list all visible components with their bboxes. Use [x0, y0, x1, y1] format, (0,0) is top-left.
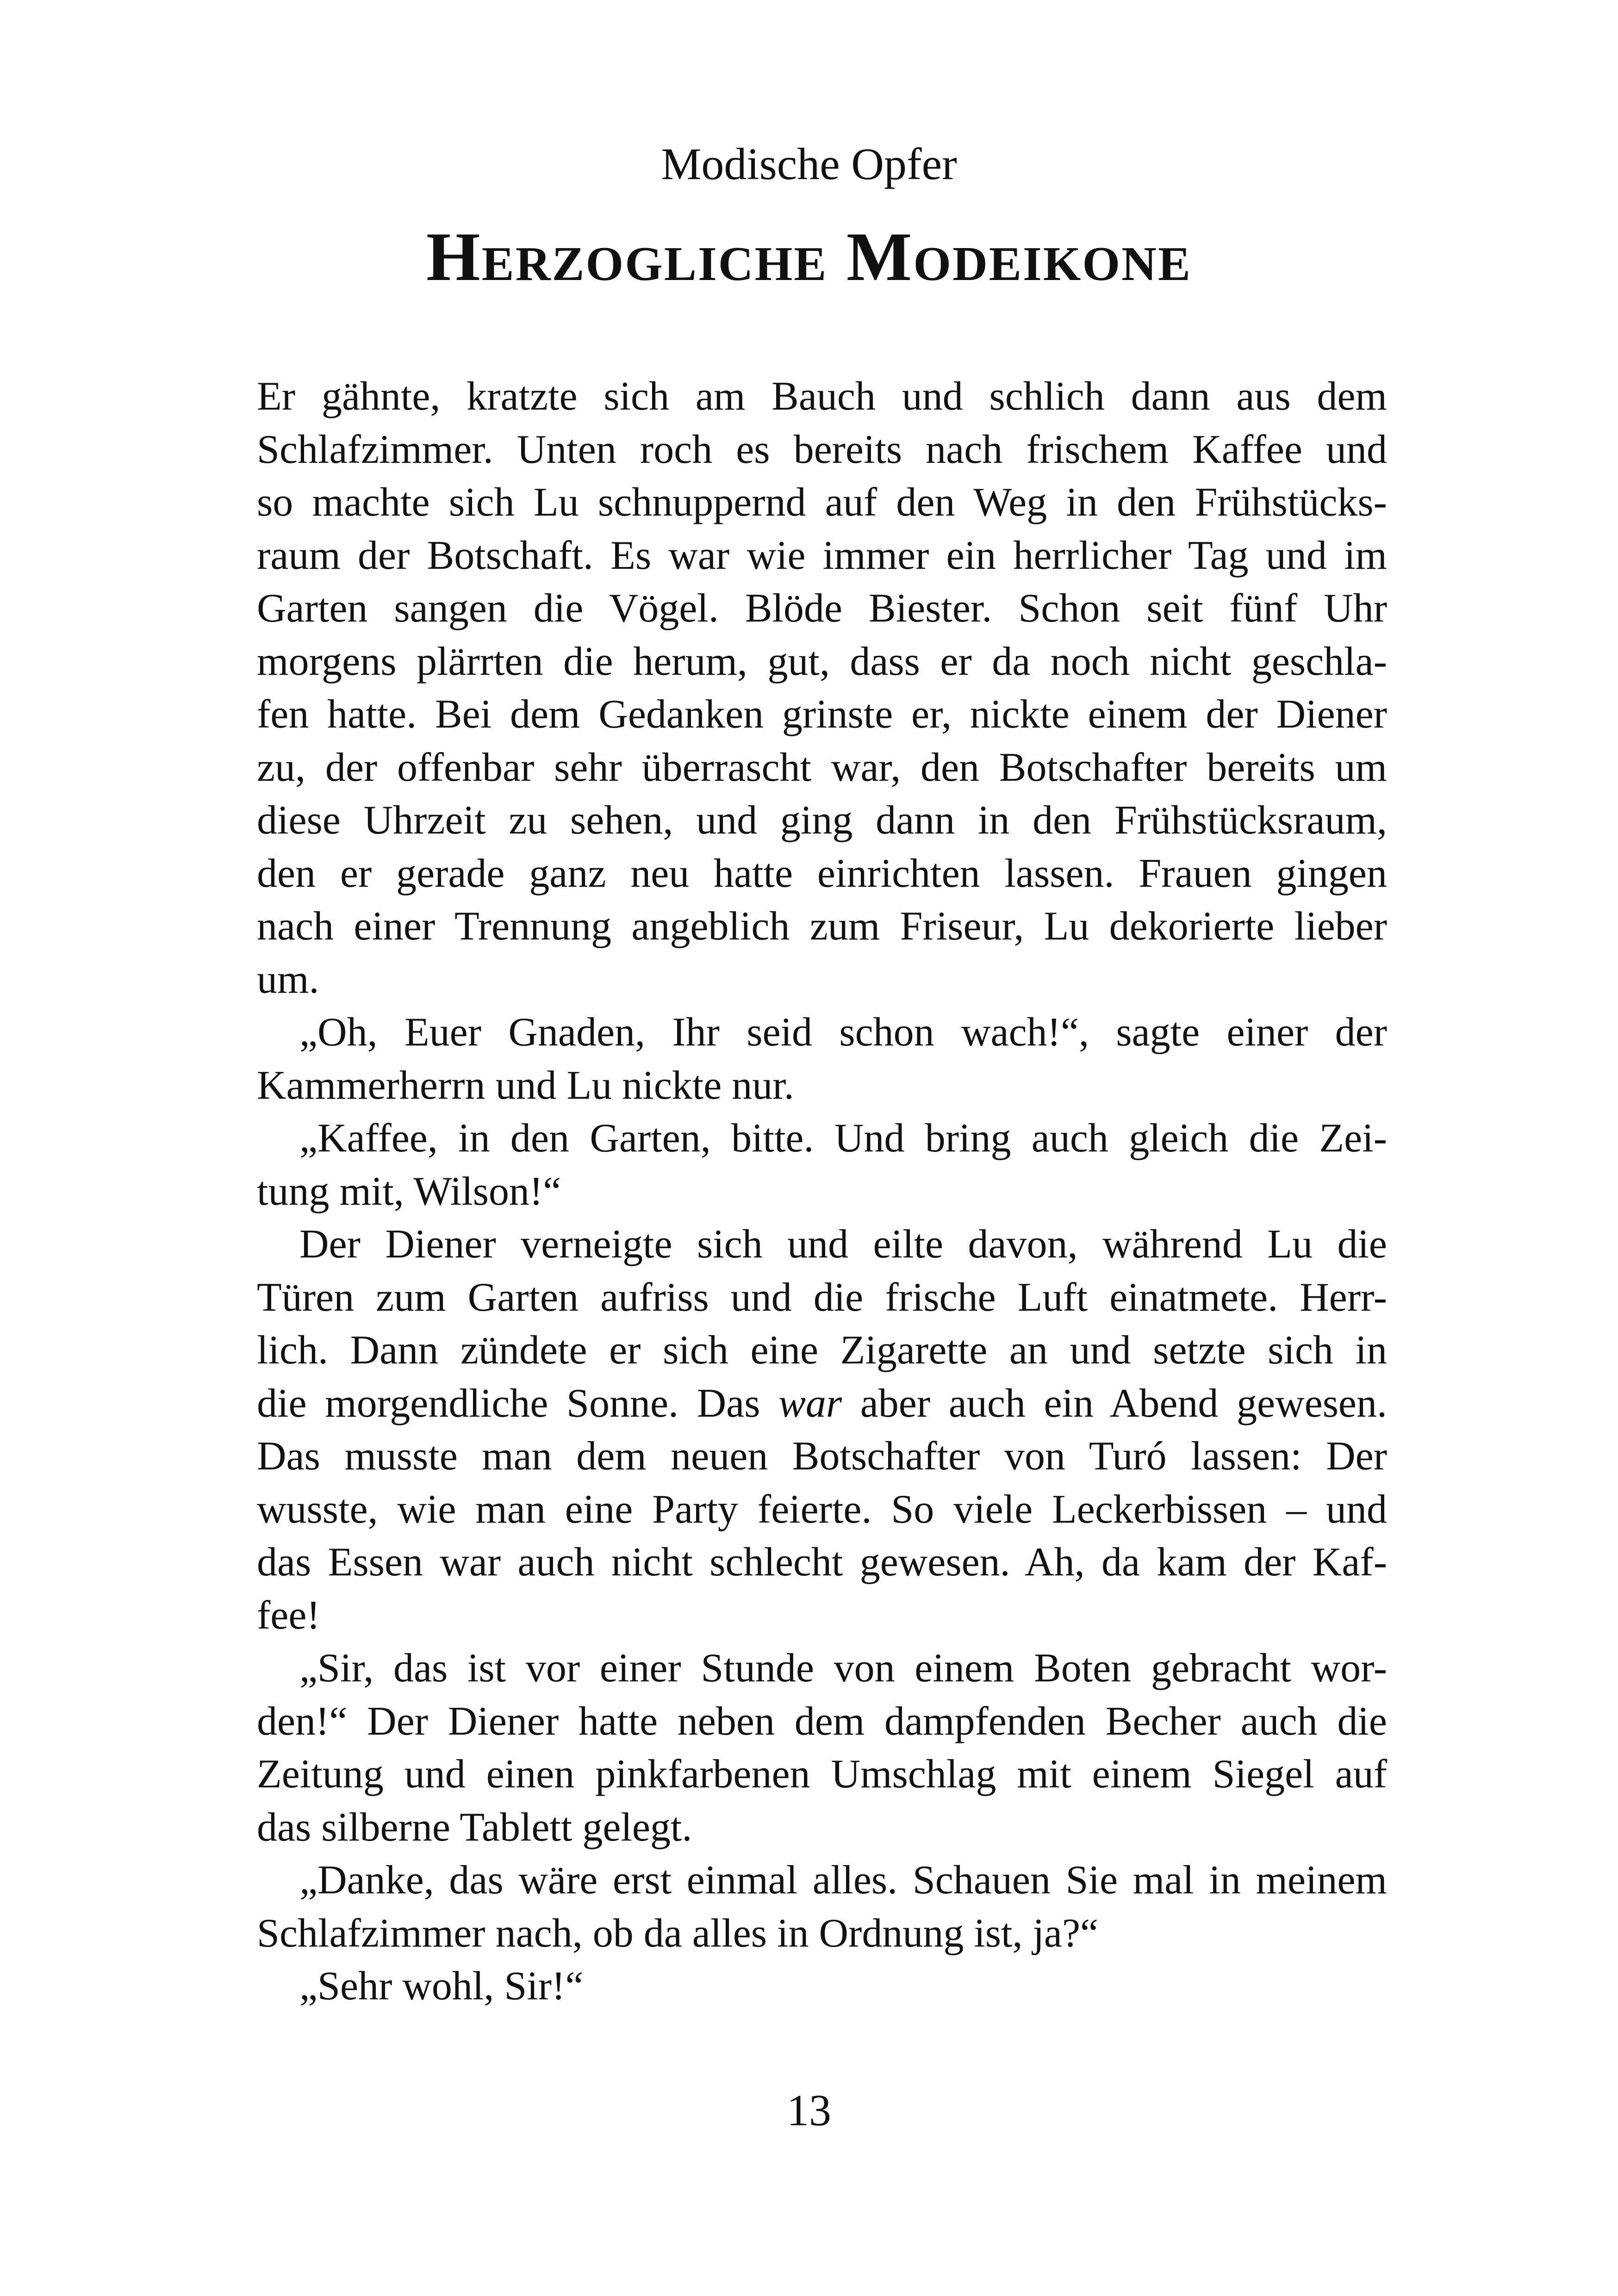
text-line: „Kaffee, in den Garten, bitte. Und bring auch gleich die Zei- [299, 1116, 1387, 1161]
text-line: nach einer Trennung angeblich zum Friseur, Lu dekorierte lieber [257, 904, 1387, 949]
text-line: „Sir, das ist vor einer Stunde von einem Boten gebracht wor- [299, 1646, 1387, 1691]
text-line: das Essen war auch nicht schlecht gewesen. Ah, da kam der Kaf- [257, 1540, 1387, 1585]
text-line: wusste, wie man eine Party feierte. So viele Leckerbissen – und [257, 1487, 1387, 1532]
text-line: tung mit, Wilson!“ [257, 1169, 561, 1214]
text-line: so machte sich Lu schnuppernd auf den Weg in den Frühstücks- [257, 480, 1387, 525]
text-line: „Oh, Euer Gnaden, Ihr seid schon wach!“, sagte einer der [299, 1010, 1387, 1055]
text-line: Garten sangen die Vögel. Blöde Biester. Schon seit fünf Uhr [257, 586, 1387, 631]
page-number: 13 [787, 2085, 831, 2135]
text-line: Das musste man dem neuen Botschafter von Turó lassen: Der [257, 1434, 1387, 1479]
text-line: zu, der offenbar sehr überrascht war, den Botschafter bereits um [257, 745, 1387, 790]
text-line: den!“ Der Diener hatte neben dem dampfenden Becher auch die [257, 1699, 1387, 1744]
text-line: Kammerherrn und Lu nickte nur. [257, 1063, 794, 1108]
text-line: „Danke, das wäre erst einmal alles. Schauen Sie mal in meinem [299, 1858, 1387, 1903]
text-line: fen hatte. Bei dem Gedanken grinste er, nickte einem der Diener [257, 692, 1387, 737]
text-line: Türen zum Garten aufriss und die frische Luft einatmete. Herr- [257, 1275, 1387, 1320]
text-line: Schlafzimmer nach, ob da alles in Ordnung ist, ja?“ [257, 1910, 1099, 1956]
emphasis: war [778, 1381, 842, 1426]
chapter-title: Herzogliche Modeikone [426, 218, 1192, 295]
text-line: diese Uhrzeit zu sehen, und ging dann in den Frühstücksraum, [257, 798, 1387, 843]
text-line: den er gerade ganz neu hatte einrichten lassen. Frauen gingen [257, 851, 1387, 896]
body-text [257, 370, 1387, 2013]
text-line: morgens plärrten die herum, gut, dass er da noch nicht geschla- [257, 639, 1387, 684]
chapter-subtitle: Modische Opfer [661, 139, 957, 189]
text-line [257, 1377, 1387, 1431]
text-line: raum der Botschaft. Es war wie immer ein herrlicher Tag und im [257, 533, 1387, 578]
text-line: das silberne Tablett gelegt. [257, 1804, 692, 1850]
text-line: Der Diener verneigte sich und eilte davon, während Lu die [299, 1222, 1387, 1267]
text-line: Schlafzimmer. Unten roch es bereits nach frischem Kaffee und [257, 427, 1387, 472]
text-line: um. [257, 957, 319, 1002]
text-line: lich. Dann zündete er sich eine Zigarette an und setzte sich in [257, 1328, 1387, 1373]
text-span: aber auch ein Abend gewesen. [842, 1381, 1387, 1426]
text-line: Er gähnte, kratzte sich am Bauch und schlich dann aus dem [257, 374, 1387, 419]
text-line: „Sehr wohl, Sir!“ [299, 1964, 584, 2009]
text-line: fee! [257, 1593, 320, 1638]
text-line: Zeitung und einen pinkfarbenen Umschlag mit einem Siegel auf [257, 1752, 1387, 1797]
text-span: die morgendliche Sonne. Das [257, 1381, 779, 1426]
